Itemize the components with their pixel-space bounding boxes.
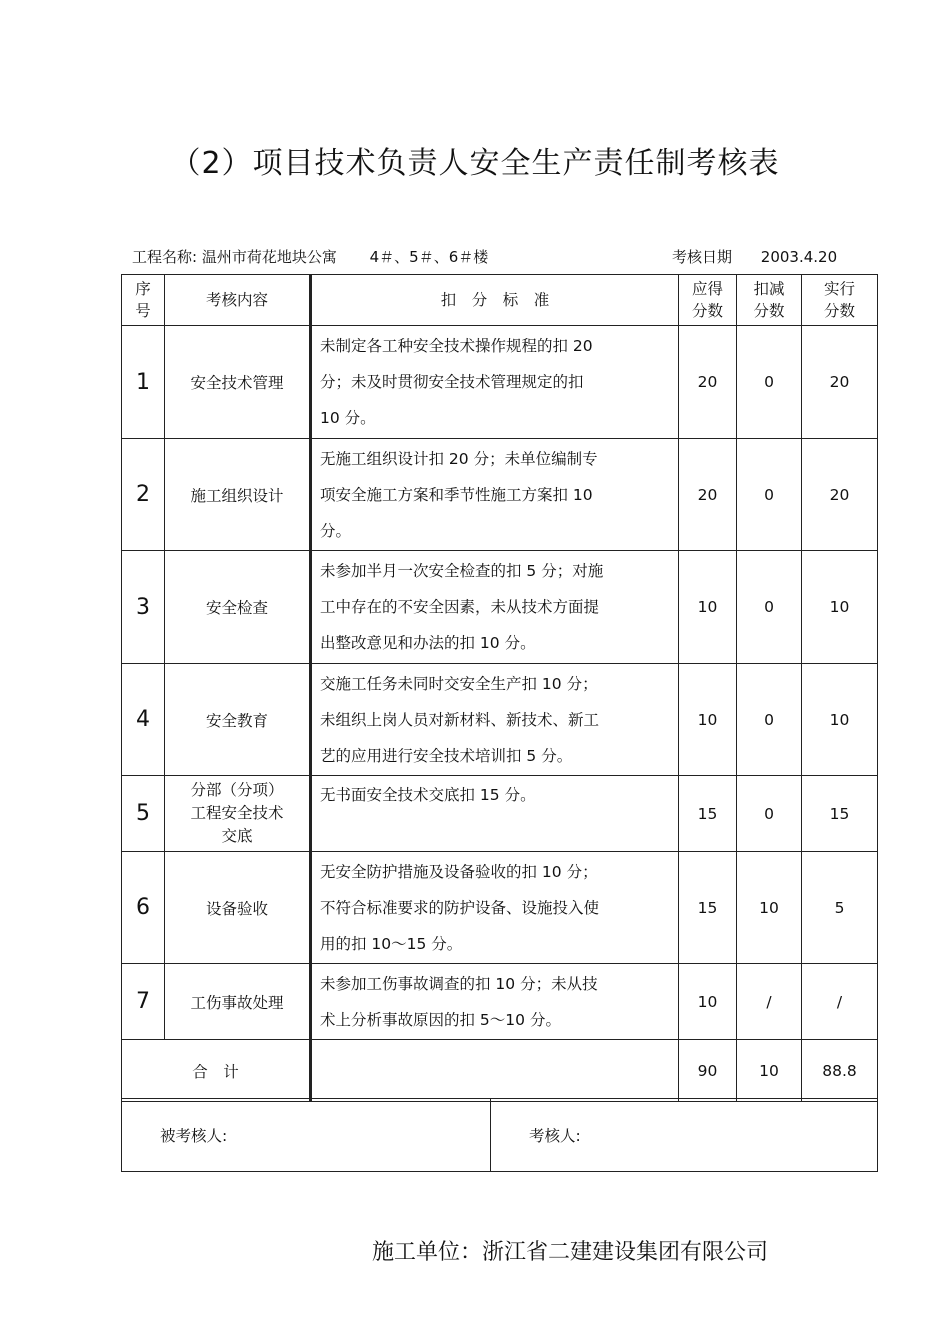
row-criteria: 交施工任务未同时交安全生产扣 10 分； 未组织上岗人员对新材料、新技术、新工 艺的应用进行安全技术培训扣 5 分。: [311, 664, 679, 776]
row-category: 分部（分项） 工程安全技术 交底: [165, 776, 311, 852]
table-row: [122, 326, 878, 439]
row-category: 工伤事故处理: [165, 964, 311, 1040]
assessee-signature: 被考核人:: [122, 1099, 491, 1172]
row-actual: 20: [802, 326, 878, 439]
row-seq: 3: [122, 551, 165, 664]
row-should: 10: [679, 664, 737, 776]
row-category: 安全检查: [165, 551, 311, 664]
date-label: 考核日期: [672, 248, 733, 266]
assessor-signature: 考核人:: [491, 1099, 878, 1172]
total-should: 90: [679, 1040, 737, 1102]
row-deduct: 10: [737, 852, 802, 964]
row-actual: 10: [802, 551, 878, 664]
row-deduct: 0: [737, 776, 802, 852]
row-category: 安全教育: [165, 664, 311, 776]
row-deduct: /: [737, 964, 802, 1040]
row-seq: 6: [122, 852, 165, 964]
page-title: （2）项目技术负责人安全生产责任制考核表: [170, 146, 780, 181]
row-actual: 20: [802, 439, 878, 551]
assessment-date: [672, 246, 837, 267]
table-row: [122, 664, 878, 776]
row-criteria: 无书面安全技术交底扣 15 分。: [311, 776, 679, 852]
row-seq: 4: [122, 664, 165, 776]
project-info: [132, 246, 488, 267]
header-actual: 实行 分数: [802, 275, 878, 326]
construction-unit: 施工单位：浙江省二建建设集团有限公司: [372, 1240, 769, 1265]
row-actual: /: [802, 964, 878, 1040]
table-row: [122, 776, 878, 852]
row-deduct: 0: [737, 439, 802, 551]
table-row: [122, 551, 878, 664]
row-category: 安全技术管理: [165, 326, 311, 439]
row-should: 15: [679, 852, 737, 964]
row-criteria: 未参加工伤事故调查的扣 10 分；未从技 术上分析事故原因的扣 5～10 分。: [311, 964, 679, 1040]
header-should: 应得 分数: [679, 275, 737, 326]
row-should: 20: [679, 439, 737, 551]
row-seq: 5: [122, 776, 165, 852]
date-value: 2003.4.20: [760, 248, 838, 266]
row-should: 10: [679, 964, 737, 1040]
row-seq: 1: [122, 326, 165, 439]
header-content: 考核内容: [165, 275, 311, 326]
row-category: 施工组织设计: [165, 439, 311, 551]
header-row: [122, 275, 878, 326]
row-criteria: 无安全防护措施及设备验收的扣 10 分； 不符合标准要求的防护设备、设施投入使 用的扣 10～15 分。: [311, 852, 679, 964]
row-category: 设备验收: [165, 852, 311, 964]
signature-table: [121, 1098, 878, 1172]
header-deduct: 扣减 分数: [737, 275, 802, 326]
project-label: 工程名称:: [132, 248, 198, 266]
row-should: 20: [679, 326, 737, 439]
row-criteria: 未参加半月一次安全检查的扣 5 分；对施 工中存在的不安全因素，未从技术方面提 出整改意见和办法的扣 10 分。: [311, 551, 679, 664]
project-buildings: 4＃、5＃、6＃楼: [369, 248, 489, 266]
row-seq: 7: [122, 964, 165, 1040]
total-row: [122, 1040, 878, 1102]
total-deduct: 10: [737, 1040, 802, 1102]
total-criteria-empty: [311, 1040, 679, 1102]
row-actual: 15: [802, 776, 878, 852]
assessment-table: [121, 274, 878, 1102]
header-seq: 序 号: [122, 275, 165, 326]
project-name: 温州市荷花地块公寓: [201, 248, 337, 266]
row-criteria: 未制定各工种安全技术操作规程的扣 20 分；未及时贯彻安全技术管理规定的扣 10 分。: [311, 326, 679, 439]
total-label: 合 计: [122, 1040, 311, 1102]
table-row: [122, 439, 878, 551]
row-criteria: 无施工组织设计扣 20 分；未单位编制专 项安全施工方案和季节性施工方案扣 10 分。: [311, 439, 679, 551]
row-actual: 5: [802, 852, 878, 964]
row-deduct: 0: [737, 326, 802, 439]
row-actual: 10: [802, 664, 878, 776]
row-deduct: 0: [737, 551, 802, 664]
row-seq: 2: [122, 439, 165, 551]
table-row: [122, 964, 878, 1040]
row-deduct: 0: [737, 664, 802, 776]
table-row: [122, 852, 878, 964]
row-should: 15: [679, 776, 737, 852]
row-should: 10: [679, 551, 737, 664]
total-actual: 88.8: [802, 1040, 878, 1102]
header-criteria: 扣 分 标 准: [311, 275, 679, 326]
